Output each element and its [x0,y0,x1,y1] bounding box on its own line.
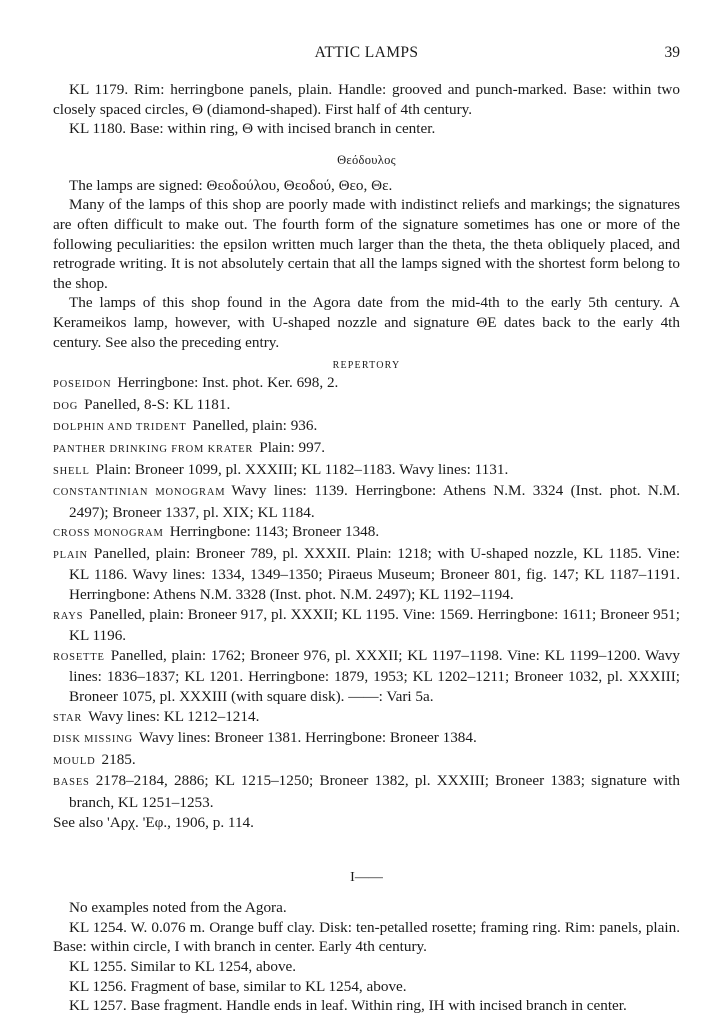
repertory-entry-text: Wavy lines: 1139. Herringbone: Athens N.M. 3324 (Inst. phot. N.M. 2497); Broneer 1337, pl. XIX; KL 1184. [69,482,680,521]
repertory-entry [53,728,680,750]
repertory-entry [53,771,680,812]
repertory-entry-label: DOG [53,400,79,412]
repertory-entry [53,605,680,646]
paragraph-peculiarities: Many of the lamps of this shop are poorly made with indistinct reliefs and markings; the signatures are often difficult to make out. The fourth form of the signature sometimes has one or more of the following peculiarities: the epsilon written much larger than the theta, the theta obliquely placed, and retrograde writing. It is not absolutely certain that all the lamps signed with the shortest form belong to the shop. [53,196,680,292]
repertory-entry-label: ROSETTE [53,651,105,663]
repertory-entry-text: Wavy lines: KL 1212–1214. [88,707,260,725]
repertory-entry-text: Plain: Broneer 1099, pl. XXXIII; KL 1182–1183. Wavy lines: 1131. [95,460,509,478]
repertory-entry-text: Panelled, 8-S: KL 1181. [84,395,231,413]
repertory-entry-text: 2185. [101,750,136,768]
running-header [53,44,680,66]
repertory-list [53,373,680,812]
repertory-entry [53,395,680,417]
repertory-entry-label: DOLPHIN AND TRIDENT [53,422,187,434]
entry-kl1254: KL 1254. W. 0.076 m. Orange buff clay. Disk: ten-petalled rosette; framing ring. Rim: panels, plain. Base: within circle, I with branch in center. Early 4th century. [53,918,680,956]
repertory-entry-text: Panelled, plain: 1762; Broneer 976, pl. XXXII; KL 1197–1198. Vine: KL 1199–1200. Wavy lines: 1836–1837; KL 1201. Herringbone: 1879, 1953; KL 1202–1211; Broneer 1032, pl. XXXIII; Broneer 1075, pl. XXXIII (with square disk). ——: Vari 5a. [69,646,680,706]
repertory-entry-label: DISK MISSING [53,734,133,746]
page-title: ATTIC LAMPS [314,44,419,61]
repertory-entry-label: PANTHER DRINKING FROM KRATER [53,443,254,455]
repertory-entry [53,460,680,482]
repertory-heading: REPERTORY [332,360,401,372]
repertory-entry [53,544,680,605]
paragraph-dating: The lamps of this shop found in the Agora date from the mid-4th to the early 5th century. A Kerameikos lamp, however, with U-shaped nozzle and signature ΘΕ dates back to the early 4th century. See also the preceding entry. [53,294,680,351]
repertory-entry-label: RAYS [53,610,84,622]
repertory-entry [53,707,680,729]
repertory-entry-text: 2178–2184, 2886; KL 1215–1250; Broneer 1382, pl. XXXIII; Broneer 1383; signature with branch, KL 1251–1253. [69,772,680,811]
repertory-entry-text: Herringbone: 1143; Broneer 1348. [169,523,380,541]
repertory-entry [53,481,680,522]
repertory-entry [53,522,680,544]
repertory-entry-text: Panelled, plain: 936. [192,417,318,435]
entry-kl1180: KL 1180. Base: within ring, Θ with incised branch in center. [69,120,436,138]
repertory-entry-label: POSEIDON [53,379,112,391]
repertory-entry-label: CROSS MONOGRAM [53,528,164,540]
repertory-entry-label: PLAIN [53,549,88,561]
repertory-entry [53,646,680,707]
section-mark: I—— [350,870,383,886]
repertory-entry-text: Herringbone: Inst. phot. Ker. 698, 2. [117,374,339,392]
repertory-entry-label: CONSTANTINIAN MONOGRAM [53,487,226,499]
entry-kl1256: KL 1256. Fragment of base, similar to KL 1254, above. [69,977,407,995]
repertory-entry-text: Plain: 997. [259,438,326,456]
page [53,44,680,1016]
repertory-entry [53,373,680,395]
repertory-entry-label: MOULD [53,755,96,767]
repertory-entry [53,438,680,460]
repertory-entry-text: Panelled, plain: Broneer 789, pl. XXXII. Plain: 1218; with U-shaped nozzle, KL 1185. Vine: KL 1186. Wavy lines: 1334, 1349–1350; Piraeus Museum; Broneer 801, fig. 147; KL 1187–1191. Herringbone: Athens N.M. 3328 (Inst. phot. N.M. 2497); KL 1192–1194. [69,544,680,604]
repertory-entry-label: STAR [53,712,83,724]
repertory-entry [53,416,680,438]
repertory-entry [53,750,680,772]
paragraph-signatures: The lamps are signed: Θεοδούλου, Θεοδού, Θεο, Θε. [69,176,393,194]
repertory-entry-text: Panelled, plain: Broneer 917, pl. XXXII; KL 1195. Vine: 1569. Herringbone: 1611; Broneer 951; KL 1196. [69,605,680,645]
paragraph-no-examples: No examples noted from the Agora. [69,899,287,917]
page-number: 39 [664,44,680,61]
entry-kl1179: KL 1179. Rim: herringbone panels, plain. Handle: grooved and punch-marked. Base: within two closely spaced circles, Θ (diamond-shaped). First half of 4th century. [53,81,680,118]
section-heading-theodoulos: Θεόδουλος [337,152,396,167]
see-also-note: See also 'Αρχ. 'Εφ., 1906, p. 114. [53,813,254,831]
entry-kl1257: KL 1257. Base fragment. Handle ends in leaf. Within ring, IH with incised branch in center. [69,997,627,1015]
repertory-entry-label: BASES [53,777,90,789]
repertory-entry-label: SHELL [53,465,90,477]
section-heading-i [53,870,680,886]
repertory-entry-text: Wavy lines: Broneer 1381. Herringbone: Broneer 1384. [138,729,477,747]
entry-kl1255: KL 1255. Similar to KL 1254, above. [69,957,297,975]
